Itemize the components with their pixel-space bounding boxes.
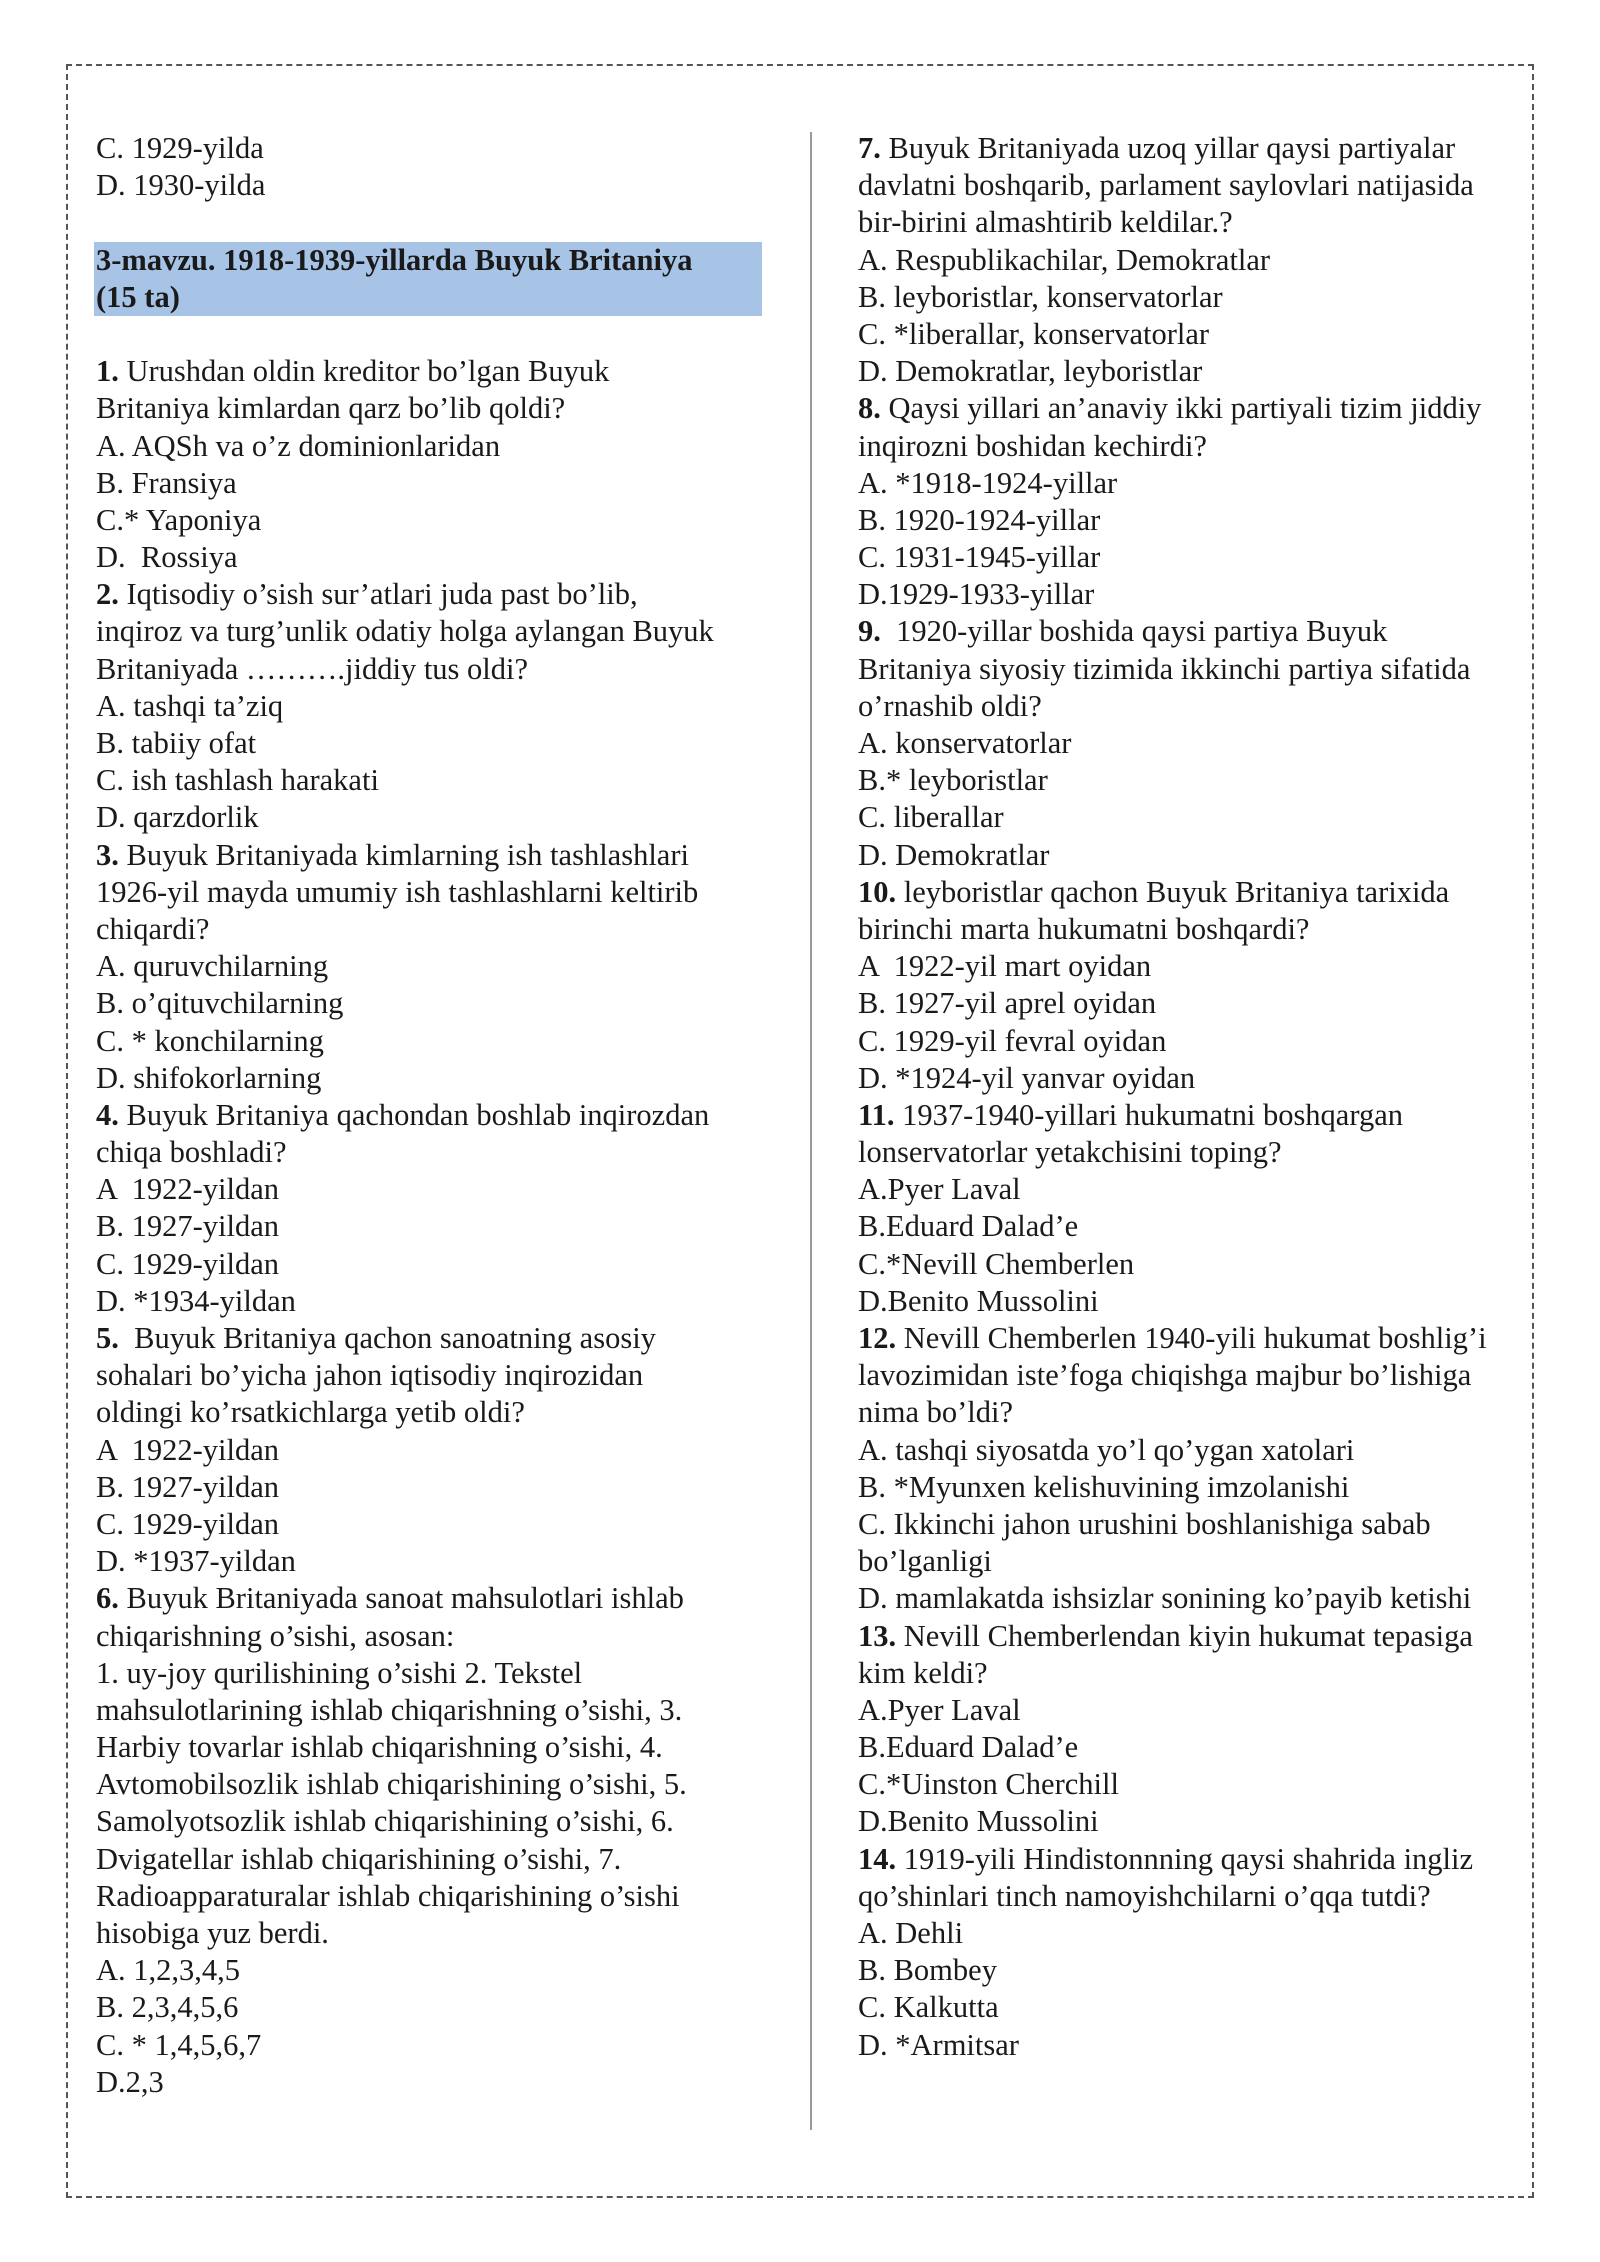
text-line bbox=[858, 837, 1530, 874]
line-text: A. tashqi siyosatda yo’l qo’ygan xatolari bbox=[858, 1432, 1355, 1467]
text-line bbox=[858, 1208, 1530, 1245]
line-text: 1926-yil mayda umumiy ish tashlashlarni keltirib bbox=[96, 874, 699, 909]
line-text: C. 1929-yildan bbox=[96, 1506, 279, 1541]
text-line bbox=[96, 1357, 776, 1394]
question-line bbox=[858, 1841, 1530, 1878]
question-number: 11. bbox=[858, 1097, 895, 1132]
text-line bbox=[96, 167, 776, 204]
text-line bbox=[96, 613, 776, 650]
line-text: D. Demokratlar, leyboristlar bbox=[858, 354, 1203, 389]
question-number: 6. bbox=[96, 1581, 119, 1616]
line-text: 1. uy-joy qurilishining o’sishi 2. Tekstel bbox=[96, 1655, 583, 1690]
question-line bbox=[858, 130, 1530, 167]
text-line bbox=[96, 688, 776, 725]
line-text: A. tashqi ta’ziq bbox=[96, 688, 284, 723]
line-text: C. liberallar bbox=[858, 800, 1004, 835]
line-text: C. 1929-yilda bbox=[96, 131, 264, 165]
line-text: D.2,3 bbox=[96, 2064, 164, 2099]
line-text: bir-birini almashtirib keldilar.? bbox=[858, 205, 1233, 240]
line-text: Buyuk Britaniyada sanoat mahsulotlari ishlab bbox=[118, 1581, 684, 1616]
text-line bbox=[858, 762, 1530, 799]
text-line bbox=[858, 948, 1530, 985]
line-text: B. 1927-yil aprel oyidan bbox=[858, 986, 1157, 1021]
line-text: B. tabiiy ofat bbox=[96, 726, 257, 760]
question-line bbox=[858, 390, 1530, 427]
line-text: 1919-yili Hindistonnning qaysi shahrida ingliz bbox=[896, 1841, 1474, 1876]
line-text: lavozimidan iste’foga chiqishga majbur bo’lishiga bbox=[858, 1358, 1472, 1393]
line-text: lonservatorlar yetakchisini toping? bbox=[858, 1135, 1282, 1170]
question-number: 8. bbox=[858, 391, 881, 426]
line-text: A 1922-yildan bbox=[96, 1432, 279, 1467]
text-line bbox=[96, 1469, 776, 1506]
line-text: A. konservatorlar bbox=[858, 726, 1072, 760]
text-line bbox=[96, 762, 776, 799]
text-line bbox=[858, 1655, 1530, 1692]
line-text: B. Bombey bbox=[858, 1953, 997, 1988]
text-line bbox=[858, 1060, 1530, 1097]
question-line bbox=[96, 353, 776, 390]
text-line bbox=[96, 1171, 776, 1208]
line-text: C. * konchilarning bbox=[96, 1023, 324, 1058]
question-line bbox=[96, 837, 776, 874]
line-text: nima bo’ldi? bbox=[858, 1395, 1014, 1430]
line-text: A. AQSh va o’z dominionlaridan bbox=[96, 428, 501, 463]
line-text: D.Benito Mussolini bbox=[858, 1804, 1099, 1839]
line-text: B.Eduard Dalad’e bbox=[858, 1209, 1079, 1244]
line-text: B.Eduard Dalad’e bbox=[858, 1730, 1079, 1765]
line-text: leyboristlar qachon Buyuk Britaniya tarixida bbox=[896, 874, 1450, 909]
line-text: A. *1918-1924-yillar bbox=[858, 465, 1118, 500]
text-line bbox=[96, 1915, 776, 1952]
line-text: chiqardi? bbox=[96, 911, 210, 946]
line-text: Buyuk Britaniya qachon sanoatning asosiy bbox=[118, 1321, 656, 1355]
text-line bbox=[96, 1618, 776, 1655]
line-text: Urushdan oldin kreditor bo’lgan Buyuk bbox=[118, 354, 610, 389]
text-line bbox=[858, 1878, 1530, 1915]
line-text: sohalari bo’yicha jahon iqtisodiy inqirozidan bbox=[96, 1358, 644, 1393]
question-line bbox=[858, 874, 1530, 911]
text-line bbox=[96, 1432, 776, 1469]
text-line bbox=[858, 1171, 1530, 1208]
line-text: o’rnashib oldi? bbox=[858, 688, 1042, 723]
text-line bbox=[858, 1506, 1530, 1543]
text-line bbox=[858, 204, 1530, 241]
line-text: Buyuk Britaniya qachondan boshlab inqirozdan bbox=[118, 1097, 710, 1132]
line-text: Britaniya kimlardan qarz bo’lib qoldi? bbox=[96, 391, 566, 426]
text-line bbox=[96, 502, 776, 539]
text-line bbox=[96, 1134, 776, 1171]
text-line bbox=[858, 651, 1530, 688]
line-text: mahsulotlarining ishlab chiqarishning o’sishi, 3. bbox=[96, 1692, 683, 1727]
text-line bbox=[96, 1246, 776, 1283]
line-text: birinchi marta hukumatni boshqardi? bbox=[858, 911, 1310, 946]
text-line bbox=[858, 428, 1530, 465]
text-line bbox=[858, 1692, 1530, 1729]
line-text: C. Ikkinchi jahon urushini boshlanishiga sabab bbox=[858, 1506, 1431, 1541]
line-text: C. *liberallar, konservatorlar bbox=[858, 316, 1210, 351]
text-line bbox=[96, 2064, 776, 2101]
question-line bbox=[96, 1320, 776, 1357]
line-text: Buyuk Britaniyada uzoq yillar qaysi partiyalar bbox=[880, 131, 1456, 165]
line-text: B. Fransiya bbox=[96, 465, 237, 500]
question-line bbox=[858, 1320, 1530, 1357]
text-line bbox=[96, 539, 776, 576]
question-line bbox=[858, 613, 1530, 650]
line-text: oldingi ko’rsatkichlarga yetib oldi? bbox=[96, 1395, 525, 1430]
line-text: 1937-1940-yillari hukumatni boshqargan bbox=[894, 1097, 1403, 1132]
text-line bbox=[96, 465, 776, 502]
text-line bbox=[96, 1766, 776, 1803]
line-text: Qaysi yillari an’anaviy ikki partiyali tizim jiddiy bbox=[880, 391, 1482, 426]
line-text: B. 2,3,4,5,6 bbox=[96, 1990, 239, 2025]
text-line bbox=[96, 1841, 776, 1878]
text-line bbox=[858, 688, 1530, 725]
line-text: D.Benito Mussolini bbox=[858, 1283, 1099, 1318]
line-text: D. *1934-yildan bbox=[96, 1283, 296, 1318]
text-line bbox=[858, 725, 1530, 762]
question-line bbox=[96, 576, 776, 613]
text-line bbox=[858, 279, 1530, 316]
line-text: Avtomobilsozlik ishlab chiqarishining o’sishi, 5. bbox=[96, 1767, 687, 1802]
line-text: B. 1920-1924-yillar bbox=[858, 502, 1101, 537]
line-text: C. * 1,4,5,6,7 bbox=[96, 2027, 262, 2062]
line-text: hisobiga yuz berdi. bbox=[96, 1916, 329, 1950]
text-line bbox=[858, 1432, 1530, 1469]
line-text: inqirozni boshidan kechirdi? bbox=[858, 428, 1207, 463]
text-line bbox=[96, 1023, 776, 1060]
text-line bbox=[858, 576, 1530, 613]
line-text: A.Pyer Laval bbox=[858, 1172, 1021, 1207]
text-line bbox=[96, 1952, 776, 1989]
text-line bbox=[858, 1989, 1530, 2026]
question-line bbox=[858, 1618, 1530, 1655]
line-text: C. 1931-1945-yillar bbox=[858, 540, 1101, 575]
question-line bbox=[96, 1097, 776, 1134]
line-text: Buyuk Britaniyada kimlarning ish tashlashlari bbox=[118, 837, 689, 872]
text-line bbox=[96, 948, 776, 985]
line-text: B. 1927-yildan bbox=[96, 1469, 279, 1504]
text-line bbox=[96, 911, 776, 948]
text-line bbox=[96, 1989, 776, 2026]
text-line bbox=[96, 1878, 776, 1915]
text-line bbox=[96, 1692, 776, 1729]
line-text: C. ish tashlash harakati bbox=[96, 763, 379, 798]
line-text: Dvigatellar ishlab chiqarishining o’sishi, 7. bbox=[96, 1841, 622, 1876]
text-line bbox=[96, 2027, 776, 2064]
line-text: A 1922-yil mart oyidan bbox=[858, 949, 1152, 984]
question-number: 13. bbox=[858, 1618, 897, 1653]
line-text: chiqarishning o’sishi, asosan: bbox=[96, 1618, 455, 1653]
text-line bbox=[858, 1543, 1530, 1580]
text-line bbox=[858, 242, 1530, 279]
question-number: 12. bbox=[858, 1321, 897, 1355]
line-text: davlatni boshqarib, parlament saylovlari natijasida bbox=[858, 168, 1474, 203]
question-line bbox=[96, 1580, 776, 1617]
text-line bbox=[96, 1283, 776, 1320]
text-line bbox=[858, 1357, 1530, 1394]
text-line bbox=[858, 539, 1530, 576]
text-line bbox=[96, 1394, 776, 1431]
text-line bbox=[858, 316, 1530, 353]
line-text: D. Rossiya bbox=[96, 540, 238, 575]
text-line bbox=[96, 1803, 776, 1840]
line-text: A. 1,2,3,4,5 bbox=[96, 1953, 241, 1988]
question-number: 4. bbox=[96, 1097, 119, 1132]
topic-heading-line bbox=[94, 242, 762, 279]
line-text: C.* Yaponiya bbox=[96, 502, 262, 537]
text-line bbox=[858, 1283, 1530, 1320]
line-text: A. Dehli bbox=[858, 1916, 964, 1950]
line-text: Britaniya siyosiy tizimida ikkinchi partiya sifatida bbox=[858, 651, 1471, 686]
question-number: 14. bbox=[858, 1841, 897, 1876]
line-text: D. shifokorlarning bbox=[96, 1060, 322, 1095]
question-number: 3. bbox=[96, 837, 119, 872]
line-text: chiqa boshladi? bbox=[96, 1135, 287, 1170]
question-number: 7. bbox=[858, 131, 881, 165]
text-line bbox=[858, 1952, 1530, 1989]
text-line bbox=[96, 428, 776, 465]
text-line bbox=[96, 1729, 776, 1766]
line-text: Nevill Chemberlendan kiyin hukumat tepasiga bbox=[896, 1618, 1473, 1653]
line-text: D.1929-1933-yillar bbox=[858, 577, 1095, 612]
question-number: 2. bbox=[96, 577, 119, 612]
text-line bbox=[858, 985, 1530, 1022]
text-line bbox=[96, 390, 776, 427]
text-line bbox=[96, 1655, 776, 1692]
line-text: bo’lganligi bbox=[858, 1544, 992, 1579]
line-text: 1920-yillar boshida qaysi partiya Buyuk bbox=[880, 614, 1388, 649]
line-text: D. qarzdorlik bbox=[96, 800, 259, 835]
text-line bbox=[858, 1915, 1530, 1952]
line-text: D. *1924-yil yanvar oyidan bbox=[858, 1060, 1196, 1095]
line-text: A.Pyer Laval bbox=[858, 1692, 1021, 1727]
question-number: 1. bbox=[96, 354, 119, 389]
text-line bbox=[96, 1060, 776, 1097]
line-text: Iqtisodiy o’sish sur’atlari juda past bo’lib, bbox=[118, 577, 638, 612]
line-text: B. 1927-yildan bbox=[96, 1209, 279, 1244]
line-text: B. *Myunxen kelishuvining imzolanishi bbox=[858, 1469, 1350, 1504]
line-text: A. quruvchilarning bbox=[96, 949, 329, 984]
line-text: Nevill Chemberlen 1940-yili hukumat boshlig’i bbox=[896, 1321, 1487, 1355]
text-line bbox=[858, 1766, 1530, 1803]
line-text: Britaniyada ……….jiddiy tus oldi? bbox=[96, 651, 529, 686]
question-number: 10. bbox=[858, 874, 897, 909]
line-text: C. 1929-yildan bbox=[96, 1246, 279, 1281]
text-line bbox=[858, 1246, 1530, 1283]
text-line bbox=[96, 874, 776, 911]
line-text: A. Respublikachilar, Demokratlar bbox=[858, 242, 1271, 277]
line-text: Radioapparaturalar ishlab chiqarishining o’sishi bbox=[96, 1878, 680, 1913]
text-line bbox=[858, 465, 1530, 502]
text-line bbox=[96, 1208, 776, 1245]
line-text: C. 1929-yil fevral oyidan bbox=[858, 1023, 1167, 1058]
text-line bbox=[858, 353, 1530, 390]
text-line bbox=[96, 130, 776, 167]
text-line bbox=[96, 1543, 776, 1580]
line-text: Samolyotsozlik ishlab chiqarishining o’sishi, 6. bbox=[96, 1804, 674, 1839]
question-number: 5. bbox=[96, 1321, 119, 1355]
line-text: D. Demokratlar bbox=[858, 837, 1050, 872]
question-number: 9. bbox=[858, 614, 881, 649]
text-line bbox=[96, 1506, 776, 1543]
line-text: (15 ta) bbox=[96, 279, 180, 314]
question-line bbox=[858, 1097, 1530, 1134]
blank-line bbox=[96, 204, 776, 241]
topic-heading-line bbox=[94, 279, 762, 316]
line-text: C. Kalkutta bbox=[858, 1990, 999, 2025]
line-text: kim keldi? bbox=[858, 1655, 988, 1690]
text-line bbox=[858, 1023, 1530, 1060]
text-line bbox=[858, 502, 1530, 539]
line-text: C.*Nevill Chemberlen bbox=[858, 1246, 1135, 1281]
line-text: D. mamlakatda ishsizlar sonining ko’payib ketishi bbox=[858, 1581, 1472, 1616]
line-text: A 1922-yildan bbox=[96, 1172, 279, 1207]
text-line bbox=[96, 799, 776, 836]
text-line bbox=[96, 725, 776, 762]
text-line bbox=[96, 651, 776, 688]
right-column bbox=[858, 130, 1530, 2064]
line-text: D. *1937-yildan bbox=[96, 1544, 296, 1579]
text-line bbox=[858, 1803, 1530, 1840]
left-column bbox=[96, 130, 776, 2101]
column-divider bbox=[810, 132, 812, 2130]
line-text: B. o’qituvchilarning bbox=[96, 986, 344, 1021]
line-text: B.* leyboristlar bbox=[858, 763, 1048, 798]
line-text: D. 1930-yilda bbox=[96, 168, 266, 203]
line-text: C.*Uinston Cherchill bbox=[858, 1767, 1119, 1802]
text-line bbox=[858, 2027, 1530, 2064]
line-text: qo’shinlari tinch namoyishchilarni o’qqa tutdi? bbox=[858, 1878, 1431, 1913]
line-text: D. *Armitsar bbox=[858, 2027, 1019, 2062]
text-line bbox=[858, 799, 1530, 836]
text-line bbox=[858, 1134, 1530, 1171]
line-text: B. leyboristlar, konservatorlar bbox=[858, 279, 1223, 314]
blank-line bbox=[96, 316, 776, 353]
line-text: 3-mavzu. 1918-1939-yillarda Buyuk Britaniya bbox=[96, 242, 693, 277]
text-line bbox=[858, 1580, 1530, 1617]
text-line bbox=[96, 985, 776, 1022]
text-line bbox=[858, 1469, 1530, 1506]
text-line bbox=[858, 911, 1530, 948]
line-text: inqiroz va turg’unlik odatiy holga aylangan Buyuk bbox=[96, 614, 714, 649]
text-line bbox=[858, 1394, 1530, 1431]
text-line bbox=[858, 167, 1530, 204]
text-line bbox=[858, 1729, 1530, 1766]
line-text: Harbiy tovarlar ishlab chiqarishning o’sishi, 4. bbox=[96, 1730, 663, 1765]
